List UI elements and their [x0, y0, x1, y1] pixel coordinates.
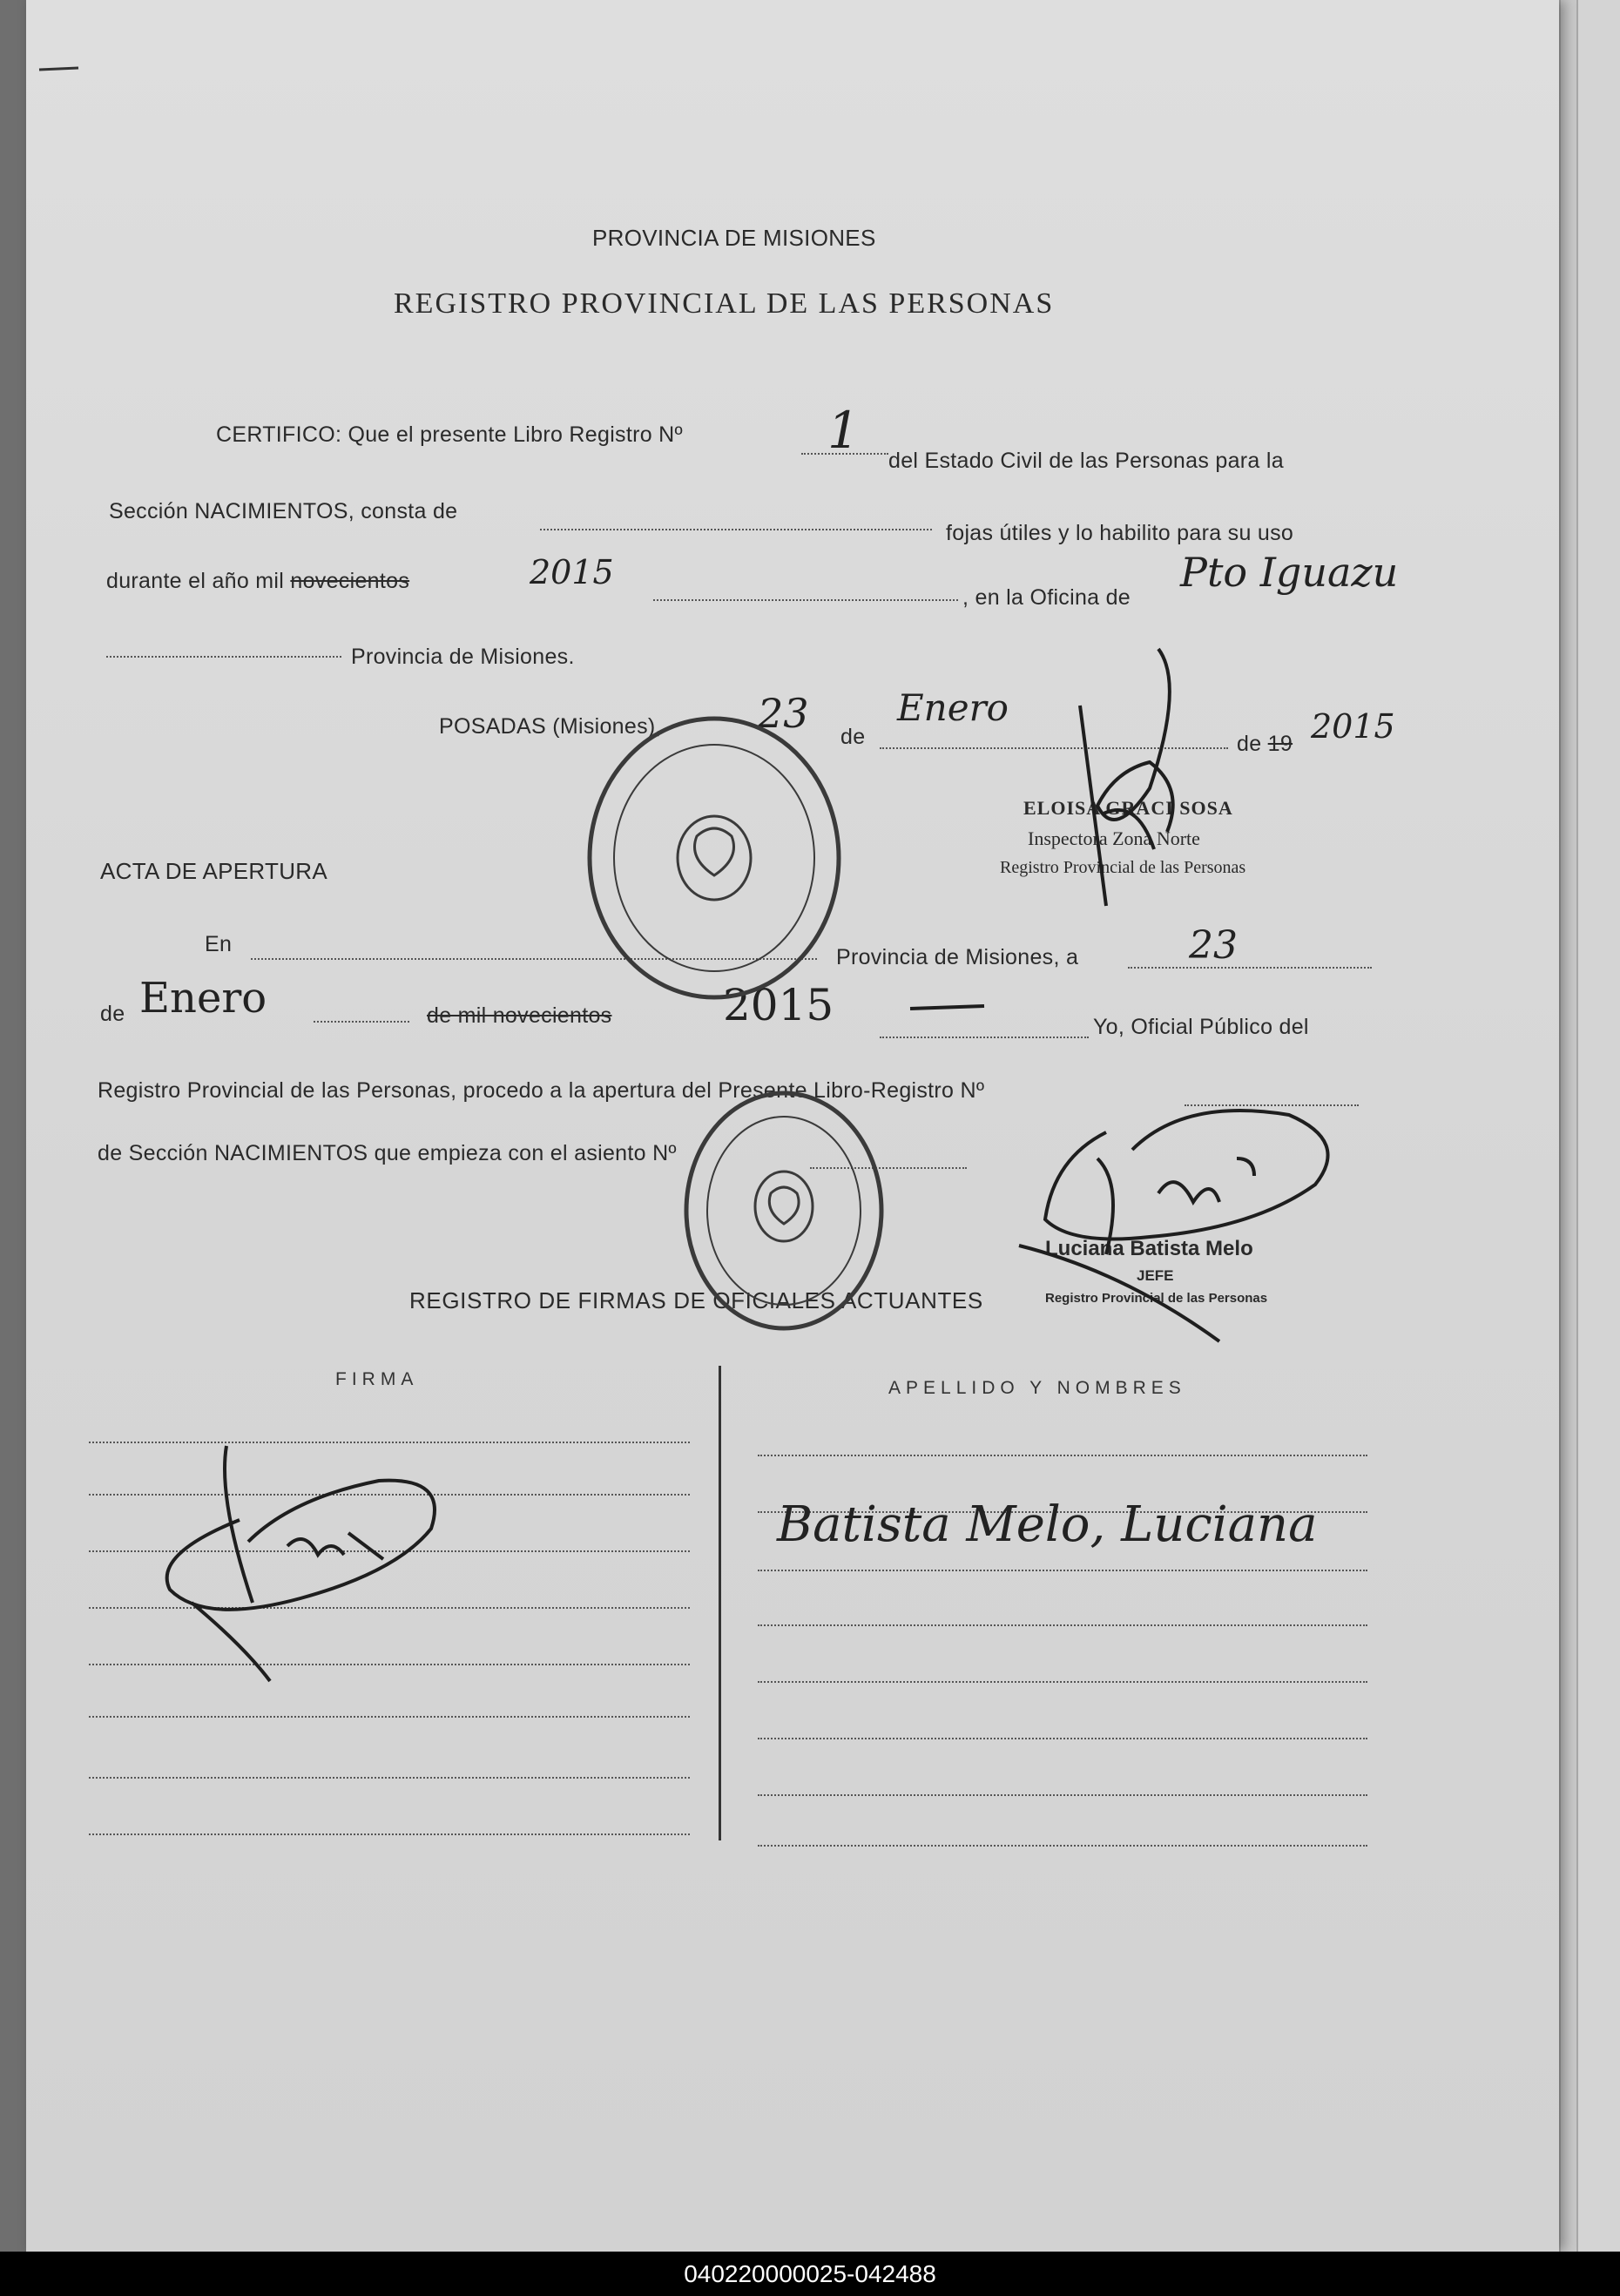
- acta-mes-handwritten: Enero: [139, 974, 267, 1023]
- acta-line-3: Registro Provincial de las Personas, procedo a la apertura del Presente Libro-Registro Nº: [98, 1078, 985, 1103]
- oficina-handwritten: Pto Iguazu: [1180, 549, 1399, 596]
- anio-fecha-handwritten: 2015: [1311, 707, 1395, 746]
- libro-numero-handwritten: 1: [827, 401, 860, 460]
- round-stamp-ministerio: [590, 719, 839, 997]
- col-firma-header: FIRMA: [335, 1369, 419, 1389]
- certifico-line-2a: Sección NACIMIENTOS, consta de: [109, 499, 458, 523]
- inspector-office: Registro Provincial de las Personas: [1000, 858, 1246, 877]
- de-label-2-text: de: [1237, 732, 1262, 756]
- acta-line-2b: Yo, Oficial Público del: [1093, 1015, 1309, 1039]
- document-page: [26, 0, 1559, 2252]
- acta-en-label: En: [205, 932, 233, 956]
- acta-anio-dash: [910, 1006, 984, 1009]
- province-heading: PROVINCIA DE MISIONES: [592, 225, 876, 251]
- inspector-signature: [1080, 649, 1173, 906]
- document-footer-code: 040220000025-042488: [0, 2252, 1620, 2296]
- acta-line-1b: Provincia de Misiones, a: [836, 945, 1079, 969]
- oficial-office: Registro Provincial de las Personas: [1045, 1291, 1268, 1306]
- margin-tick: [39, 68, 78, 70]
- acta-de-label: de: [100, 1002, 125, 1026]
- certifico-line-3b: , en la Oficina de: [962, 585, 1131, 610]
- inspector-name: ELOISA GRACI SOSA: [1023, 797, 1233, 819]
- col-nombres-header: APELLIDO Y NOMBRES: [888, 1378, 1186, 1398]
- acta-line-4: de Sección NACIMIENTOS que empieza con el asiento Nº: [98, 1141, 677, 1165]
- anio-handwritten: 2015: [530, 553, 614, 591]
- firmas-title: REGISTRO DE FIRMAS DE OFICIALES ACTUANTES: [409, 1287, 983, 1313]
- acta-title: ACTA DE APERTURA: [100, 858, 328, 884]
- oficial-signature: [1019, 1111, 1328, 1341]
- stamps-and-signatures: [26, 0, 1559, 2252]
- acta-dia-handwritten: 23: [1189, 923, 1238, 968]
- oficial-title: JEFE: [1137, 1267, 1174, 1284]
- certifico-line-2b: fojas útiles y lo habilito para su uso: [946, 521, 1294, 545]
- acta-anio-handwritten: 2015: [723, 980, 834, 1030]
- durante-label: durante el año mil: [106, 569, 285, 593]
- oficial-name: Luciana Batista Melo: [1045, 1237, 1253, 1260]
- mes-handwritten: Enero: [897, 686, 1009, 729]
- registry-heading: REGISTRO PROVINCIAL DE LAS PERSONAS: [394, 287, 1055, 320]
- certifico-line-1a: CERTIFICO: Que el presente Libro Registro Nº: [216, 422, 683, 447]
- inspector-title: Inspectora Zona Norte: [1028, 827, 1200, 849]
- dia-handwritten: 23: [758, 690, 809, 737]
- nineteen-struck: 19: [1267, 732, 1293, 756]
- posadas-label: POSADAS (Misiones),: [439, 714, 662, 739]
- page-stack-edge-2: [1576, 0, 1620, 2252]
- novecientos-struck: novecientos: [290, 569, 410, 593]
- firma-column-signature: [167, 1446, 435, 1681]
- certifico-line-4: Provincia de Misiones.: [351, 645, 575, 669]
- round-stamp-delegacion: [686, 1093, 881, 1328]
- de-label-1: de: [840, 725, 866, 749]
- certifico-line-1b: del Estado Civil de las Personas para la: [888, 449, 1284, 473]
- nombre-entry-handwritten: Batista Melo, Luciana: [777, 1496, 1318, 1553]
- acta-mil-novecientos-struck: de mil novecientos: [427, 1003, 612, 1028]
